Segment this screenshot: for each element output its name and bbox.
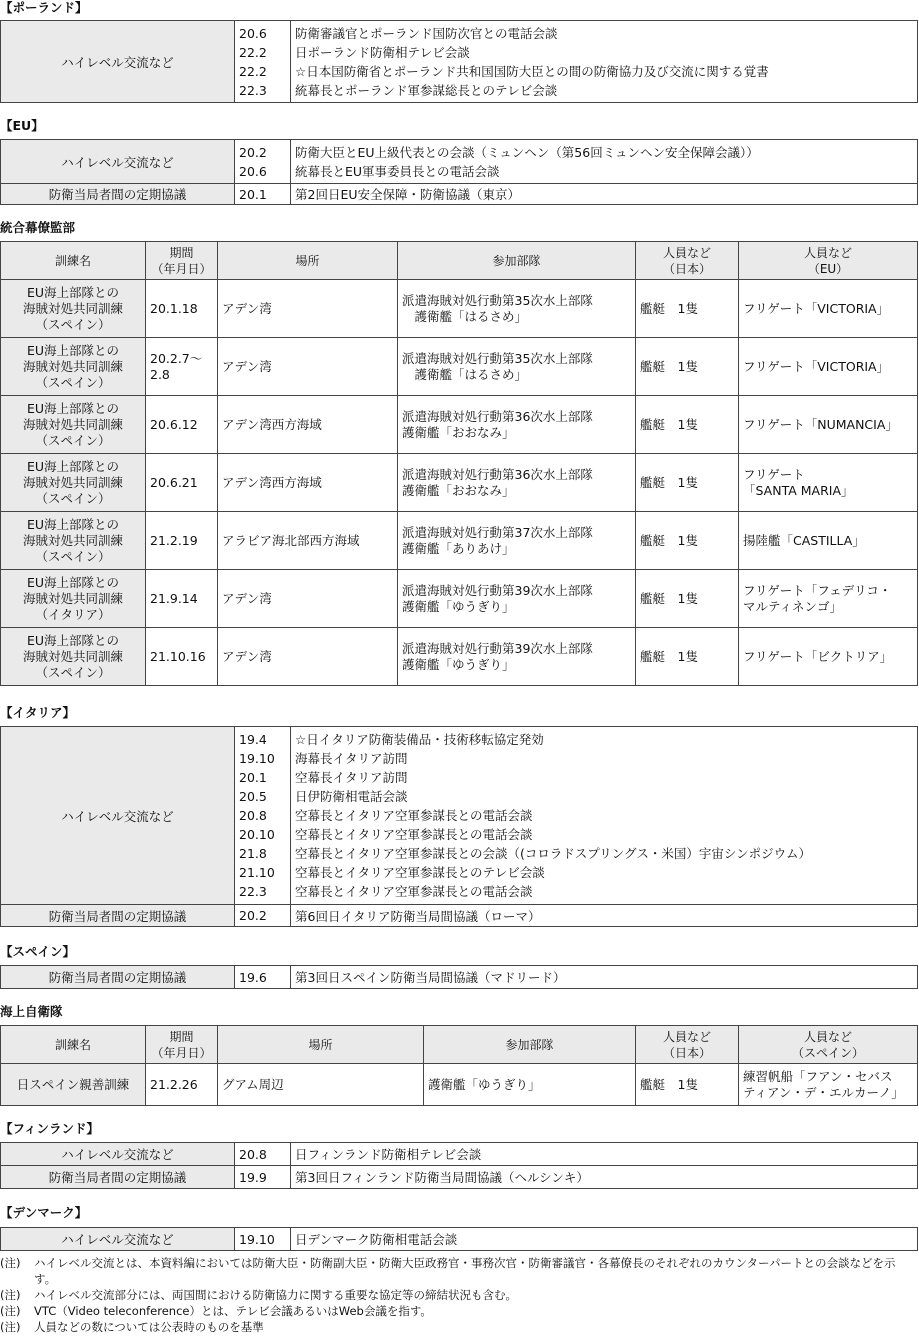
eu-regular-date: 20.1: [235, 184, 291, 205]
denmark-label: ハイレベル交流など: [1, 1228, 235, 1251]
note-text: 人員などの数については公表時のものを基準: [34, 1320, 264, 1334]
cell-japan: 艦艇 1隻: [636, 396, 739, 454]
poland-items: [291, 21, 918, 103]
poland-dates-line: 22.3: [239, 82, 267, 98]
note-mark: (注): [0, 1304, 21, 1318]
cell-name: EU海上部隊との 海賊対処共同訓練 （スペイン）: [1, 280, 146, 338]
cell-date: 21.10.16: [146, 628, 218, 686]
section-title-joint-staff: 統合幕僚監部: [0, 220, 76, 235]
spain-regular-label: 防衛当局者間の定期協議: [1, 966, 235, 989]
finland-regular-date: 19.9: [235, 1166, 291, 1189]
section-title-spain: 【スペイン】: [0, 944, 76, 959]
eu-dates: [235, 140, 291, 184]
column-header: 参加部隊: [398, 242, 636, 280]
joint-staff-table: [0, 241, 918, 686]
note-item: [0, 1287, 915, 1303]
table-header-row: [1, 242, 918, 280]
table-row: [1, 280, 918, 338]
note-text: ハイレベル交流とは、本資料編においては防衛大臣・防衛副大臣・防衛大臣政務官・事務次官・防衛審議官・各幕僚長のそれぞれのカウンターパートとの会談などを示す。: [34, 1256, 896, 1286]
poland-dates-line: 22.2: [239, 44, 267, 60]
italy-regular-item: 第6回日イタリア防衛当局間協議（ローマ）: [291, 905, 918, 927]
cell-name: EU海上部隊との 海賊対処共同訓練 （スペイン）: [1, 512, 146, 570]
italy-items-line: ☆日イタリア防衛装備品・技術移転協定発効: [295, 732, 544, 747]
cell-name: EU海上部隊との 海賊対処共同訓練 （イタリア）: [1, 570, 146, 628]
eu-regular-label: 防衛当局者間の定期協議: [1, 184, 235, 205]
cell-japan: 艦艇 1隻: [636, 1064, 739, 1106]
cell-japan: 艦艇 1隻: [636, 628, 739, 686]
cell-unit: 派遣海賊対処行動第36次水上部隊 護衛艦「おおなみ」: [398, 396, 636, 454]
cell-date: 21.2.26: [146, 1064, 218, 1106]
table-row: [1, 396, 918, 454]
finland-label: ハイレベル交流など: [1, 1143, 235, 1166]
poland-items-line: ☆日本国防衛省とポーランド共和国国防大臣との間の防衛協力及び交流に関する覚書: [295, 63, 769, 79]
section-title-maritime: 海上自衛隊: [0, 1004, 63, 1019]
italy-dates-line: 21.8: [239, 846, 267, 861]
eu-dates-line: 20.6: [239, 163, 267, 179]
cell-partner: フリゲート「NUMANCIA」: [739, 396, 918, 454]
italy-table: [0, 726, 918, 927]
cell-name: EU海上部隊との 海賊対処共同訓練 （スペイン）: [1, 338, 146, 396]
cell-unit: 派遣海賊対処行動第37次水上部隊 護衛艦「ありあけ」: [398, 512, 636, 570]
cell-date: 21.9.14: [146, 570, 218, 628]
italy-dates-line: 19.4: [239, 732, 267, 747]
cell-place: アデン湾西方海域: [218, 454, 398, 512]
note-mark: (注): [0, 1288, 21, 1302]
italy-items-line: 空幕長イタリア訪問: [295, 770, 408, 785]
section-title-poland: 【ポーランド】: [0, 0, 88, 15]
cell-date: 20.6.12: [146, 396, 218, 454]
eu-label: ハイレベル交流など: [1, 140, 235, 184]
finland-table: [0, 1142, 918, 1189]
italy-dates: [235, 727, 291, 905]
poland-items-line: 防衛審議官とポーランド国防次官との電話会談: [295, 25, 558, 41]
cell-partner: 揚陸艦「CASTILLA」: [739, 512, 918, 570]
table-row: [1, 338, 918, 396]
cell-date: 20.2.7〜 2.8: [146, 338, 218, 396]
cell-date: 20.6.21: [146, 454, 218, 512]
cell-place: アデン湾西方海域: [218, 396, 398, 454]
cell-japan: 艦艇 1隻: [636, 280, 739, 338]
cell-japan: 艦艇 1隻: [636, 338, 739, 396]
cell-place: アデン湾: [218, 338, 398, 396]
cell-japan: 艦艇 1隻: [636, 454, 739, 512]
column-header: 期間 （年月日）: [146, 1026, 218, 1064]
italy-dates-line: 22.3: [239, 884, 267, 899]
italy-dates-line: 20.1: [239, 770, 267, 785]
column-header: 訓練名: [1, 1026, 146, 1064]
column-header: 人員など （日本）: [636, 1026, 739, 1064]
cell-partner: フリゲート「フェデリコ・ マルティネンゴ」: [739, 570, 918, 628]
note-mark: (注): [0, 1320, 21, 1334]
cell-unit: 派遣海賊対処行動第39次水上部隊 護衛艦「ゆうぎり」: [398, 628, 636, 686]
italy-items-line: 空幕長とイタリア空軍参謀長との電話会談: [295, 827, 533, 842]
column-header: 訓練名: [1, 242, 146, 280]
section-title-denmark: 【デンマーク】: [0, 1205, 88, 1220]
column-header: 期間 （年月日）: [146, 242, 218, 280]
finland-regular-item: 第3回日フィンランド防衛当局間協議（ヘルシンキ）: [291, 1166, 918, 1189]
cell-partner: 練習帆船「フアン・セバス ティアン・デ・エルカーノ」: [739, 1064, 918, 1106]
poland-table: [0, 20, 918, 103]
column-header: 参加部隊: [424, 1026, 636, 1064]
column-header: 人員など （EU）: [739, 242, 918, 280]
cell-partner: フリゲート「VICTORIA」: [739, 338, 918, 396]
notes: [0, 1255, 915, 1335]
eu-table: [0, 139, 918, 205]
note-mark: (注): [0, 1256, 21, 1270]
poland-dates-line: 20.6: [239, 25, 267, 41]
cell-place: アデン湾: [218, 570, 398, 628]
table-row: [1, 570, 918, 628]
cell-name: EU海上部隊との 海賊対処共同訓練 （スペイン）: [1, 454, 146, 512]
italy-dates-line: 20.5: [239, 789, 267, 804]
denmark-date: 19.10: [235, 1228, 291, 1251]
cell-japan: 艦艇 1隻: [636, 512, 739, 570]
cell-unit: 派遣海賊対処行動第36次水上部隊 護衛艦「おおなみ」: [398, 454, 636, 512]
cell-unit: 護衛艦「ゆうぎり」: [424, 1064, 636, 1106]
poland-items-line: 統幕長とポーランド軍参謀総長とのテレビ会談: [295, 82, 558, 98]
cell-place: アデン湾: [218, 628, 398, 686]
poland-dates: [235, 21, 291, 103]
section-title-italy: 【イタリア】: [0, 705, 76, 720]
italy-items-line: 空幕長とイタリア空軍参謀長との電話会談: [295, 808, 533, 823]
cell-name: EU海上部隊との 海賊対処共同訓練 （スペイン）: [1, 628, 146, 686]
cell-place: アラビア海北部西方海域: [218, 512, 398, 570]
spain-regular-date: 19.6: [235, 966, 291, 989]
section-title-finland: 【フィンランド】: [0, 1121, 100, 1136]
note-text: VTC（Video teleconference）とは、テレビ会議あるいはWeb会議を指す。: [34, 1304, 432, 1318]
italy-items-line: 海幕長イタリア訪問: [295, 751, 408, 766]
cell-partner: フリゲート「ビクトリア」: [739, 628, 918, 686]
table-row: [1, 1064, 918, 1106]
column-header: 場所: [218, 242, 398, 280]
finland-regular-label: 防衛当局者間の定期協議: [1, 1166, 235, 1189]
column-header: 場所: [218, 1026, 424, 1064]
cell-place: アデン湾: [218, 280, 398, 338]
table-header-row: [1, 1026, 918, 1064]
denmark-item: 日デンマーク防衛相電話会談: [291, 1228, 918, 1251]
cell-date: 20.1.18: [146, 280, 218, 338]
italy-items-line: 空幕長とイタリア空軍参謀長との会談（(コロラドスプリングス・米国）宇宙シンポジウム）: [295, 846, 811, 861]
italy-dates-line: 21.10: [239, 865, 275, 880]
eu-dates-line: 20.2: [239, 144, 267, 160]
finland-item: 日フィンランド防衛相テレビ会談: [291, 1143, 918, 1166]
table-row: [1, 454, 918, 512]
cell-japan: 艦艇 1隻: [636, 570, 739, 628]
italy-dates-line: 20.8: [239, 808, 267, 823]
section-title-eu: 【EU】: [0, 118, 44, 133]
column-header: 人員など （スペイン）: [739, 1026, 918, 1064]
italy-items-line: 空幕長とイタリア空軍参謀長とのテレビ会談: [295, 865, 545, 880]
cell-unit: 派遣海賊対処行動第35次水上部隊 護衛艦「はるさめ」: [398, 280, 636, 338]
eu-regular-item: 第2回日EU安全保障・防衛協議（東京）: [291, 184, 918, 205]
italy-regular-date: 20.2: [235, 905, 291, 927]
italy-dates-line: 20.10: [239, 827, 275, 842]
cell-partner: フリゲート「VICTORIA」: [739, 280, 918, 338]
eu-items-line: 防衛大臣とEU上級代表との会談（ミュンヘン（第56回ミュンヘン安全保障会議））: [295, 144, 759, 160]
finland-date: 20.8: [235, 1143, 291, 1166]
poland-items-line: 日ポーランド防衛相テレビ会談: [295, 44, 470, 60]
denmark-table: [0, 1227, 918, 1251]
italy-items: [291, 727, 918, 905]
cell-place: グアム周辺: [218, 1064, 424, 1106]
cell-name: 日スペイン親善訓練: [1, 1064, 146, 1106]
cell-partner: フリゲート 「SANTA MARIA」: [739, 454, 918, 512]
cell-unit: 派遣海賊対処行動第39次水上部隊 護衛艦「ゆうぎり」: [398, 570, 636, 628]
italy-items-line: 日伊防衛相電話会談: [295, 789, 408, 804]
note-item: [0, 1255, 915, 1287]
italy-label: ハイレベル交流など: [1, 727, 235, 905]
cell-date: 21.2.19: [146, 512, 218, 570]
poland-dates-line: 22.2: [239, 63, 267, 79]
cell-unit: 派遣海賊対処行動第35次水上部隊 護衛艦「はるさめ」: [398, 338, 636, 396]
cell-name: EU海上部隊との 海賊対処共同訓練 （スペイン）: [1, 396, 146, 454]
italy-items-line: 空幕長とイタリア空軍参謀長との電話会談: [295, 884, 533, 899]
italy-regular-label: 防衛当局者間の定期協議: [1, 905, 235, 927]
maritime-table: [0, 1025, 918, 1106]
spain-table: [0, 965, 918, 989]
note-item: [0, 1303, 915, 1319]
table-row: [1, 628, 918, 686]
spain-regular-item: 第3回日スペイン防衛当局間協議（マドリード）: [291, 966, 918, 989]
note-text: ハイレベル交流部分には、両国間における防衛協力に関する重要な協定等の締結状況も含む。: [34, 1288, 517, 1302]
column-header: 人員など （日本）: [636, 242, 739, 280]
italy-dates-line: 19.10: [239, 751, 275, 766]
poland-label: ハイレベル交流など: [1, 21, 235, 103]
note-item: [0, 1319, 915, 1335]
eu-items-line: 統幕長とEU軍事委員長との電話会談: [295, 163, 500, 179]
table-row: [1, 512, 918, 570]
eu-items: [291, 140, 918, 184]
